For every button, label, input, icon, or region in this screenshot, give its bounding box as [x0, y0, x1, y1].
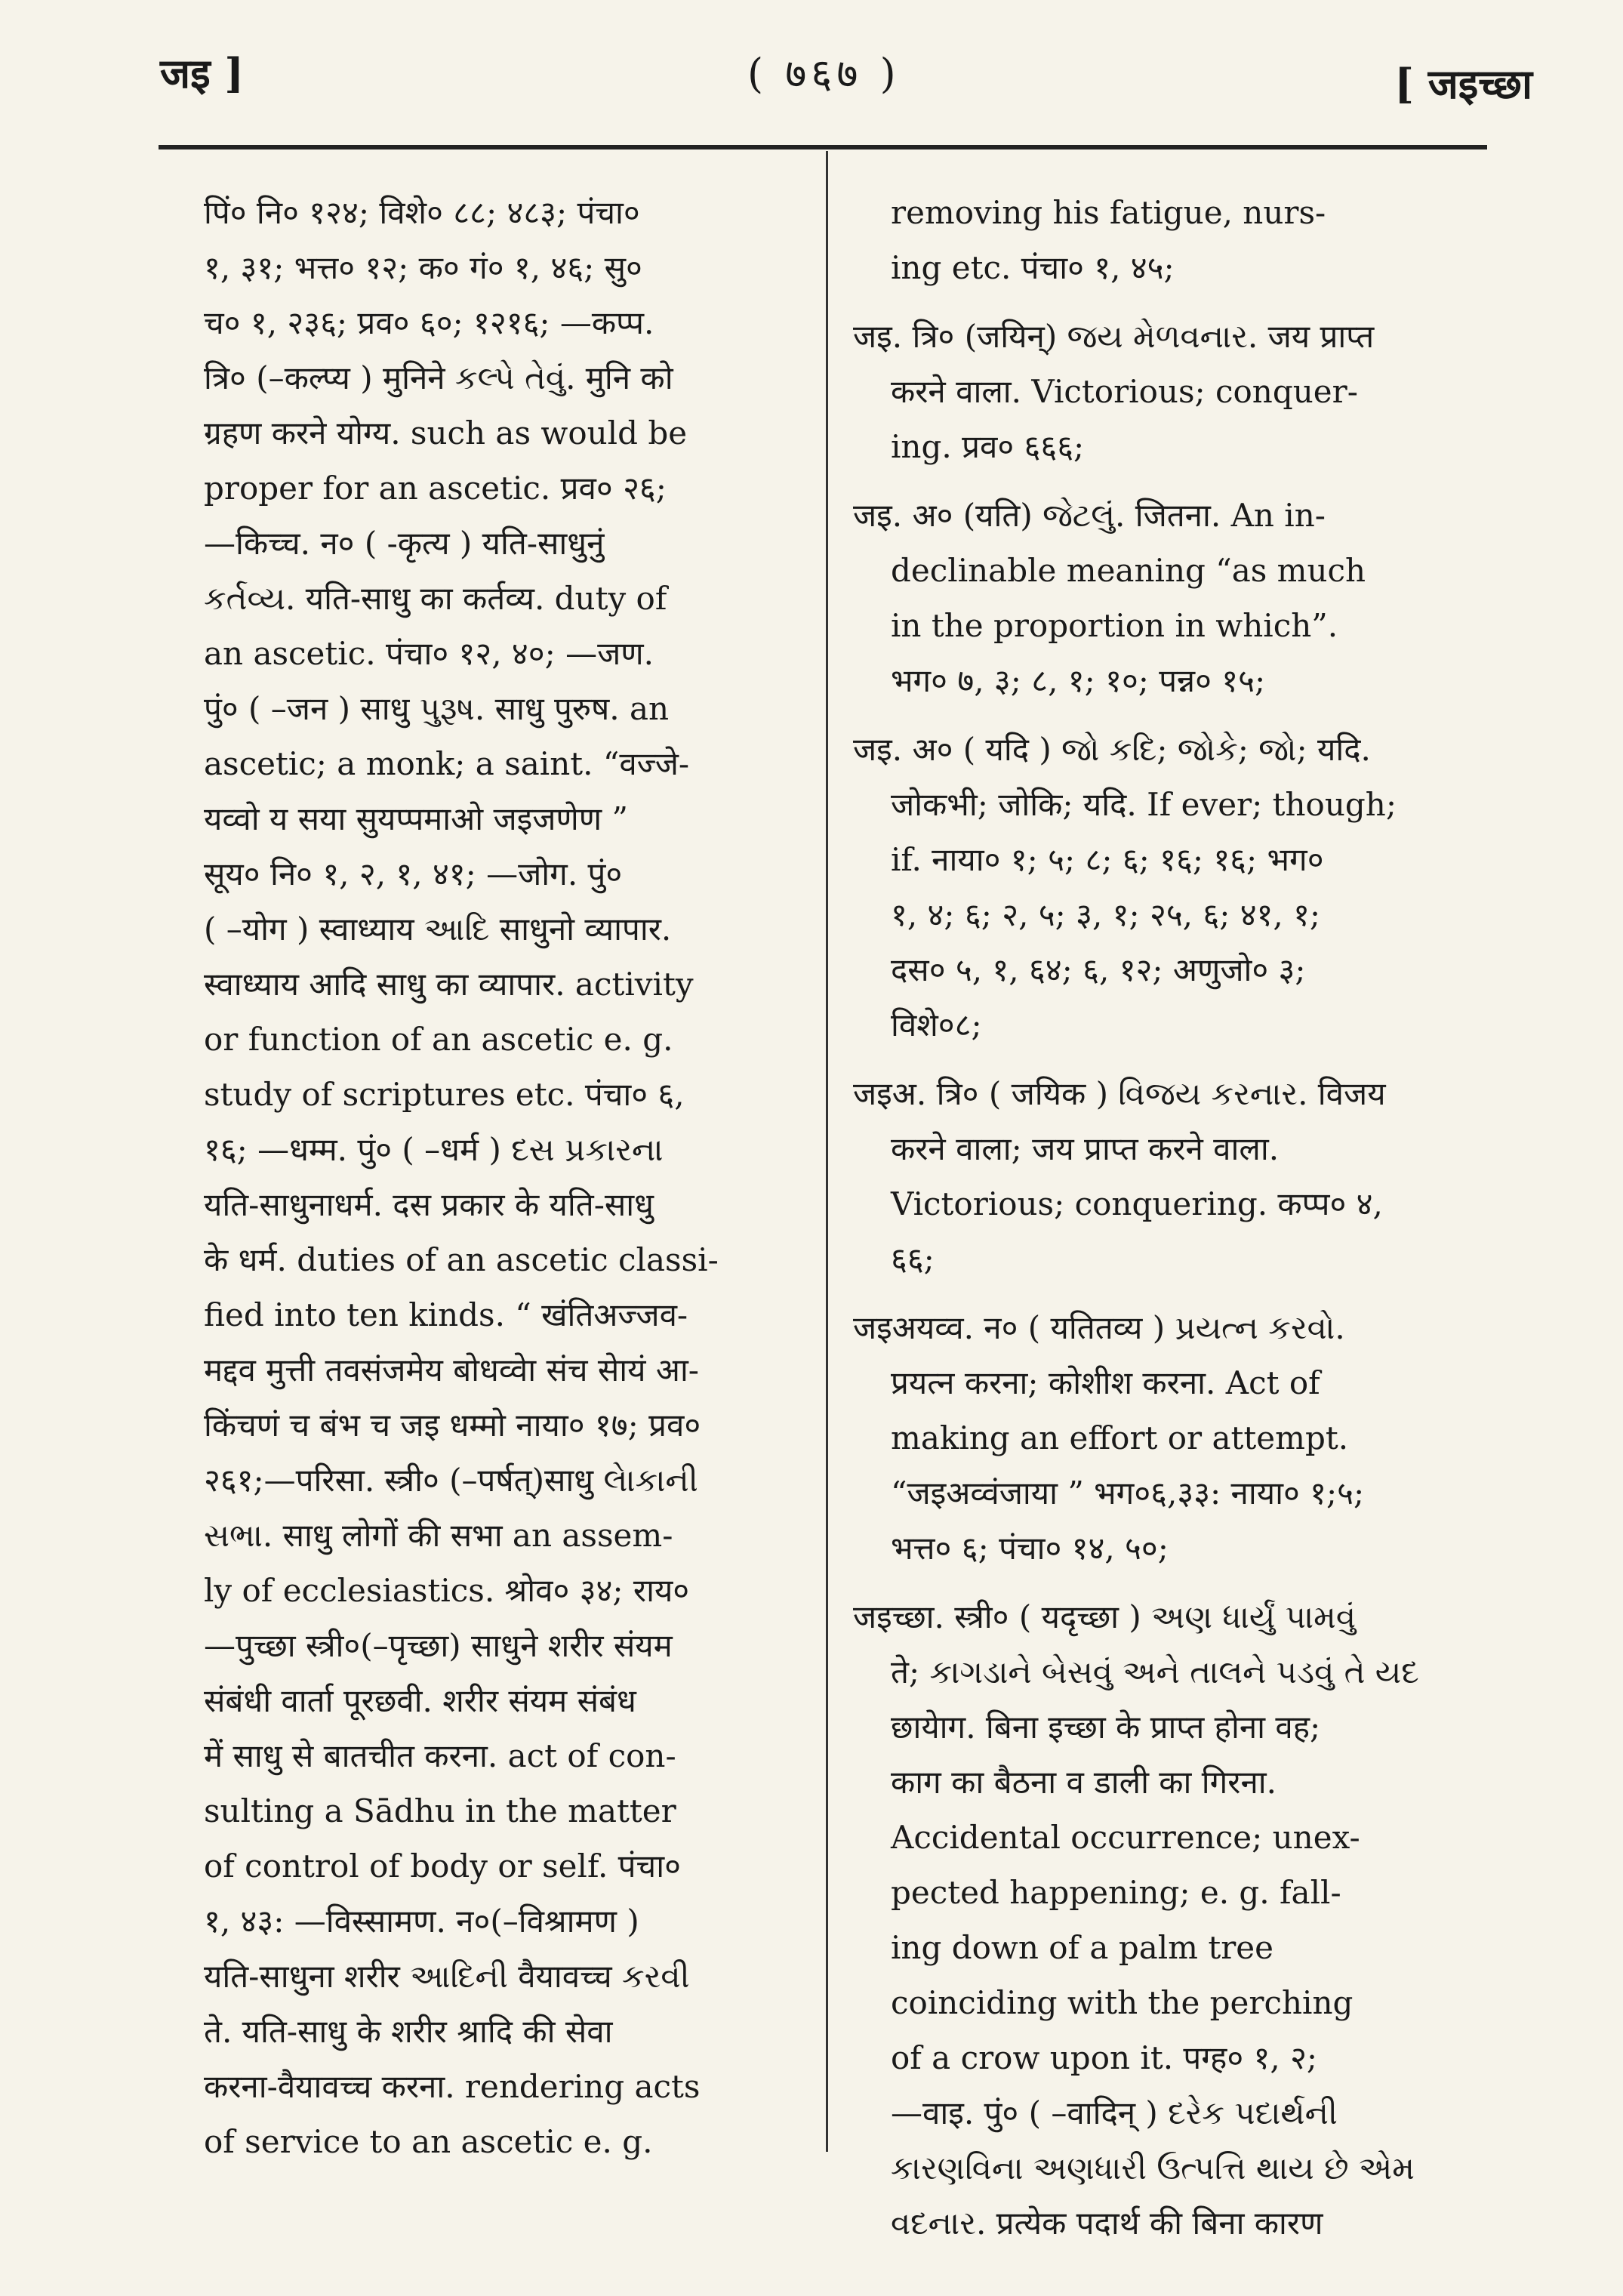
text-line: किंचणं च बंभ च जइ धम्मो नाया० १७; प्रव० [204, 1407, 701, 1444]
text-line: संबंधी वार्ता पूरछवी. शरीर संयम संबंध [204, 1682, 636, 1719]
text-line: sulting a Sādhu in the matter [204, 1792, 676, 1829]
text-line: Accidental occurrence; unex- [891, 1819, 1360, 1856]
right-column [853, 185, 1472, 2251]
text-line: जोकभी; जोकि; यदि. If ever; though; [891, 786, 1397, 823]
text-line: प्रयत्न करना; कोशीश करना. Act of [891, 1364, 1320, 1401]
header-left-guideword: जइ ] [160, 49, 244, 97]
text-line: proper for an ascetic. प्रव० २६; [204, 470, 667, 507]
text-line: पुं० ( –जन ) साधु પુરૂષ. साधु पुरुष. an [204, 690, 670, 727]
text-line: of a crow upon it. पग्ह० १, २; [891, 2039, 1318, 2076]
text-line: ( –योग ) स्वाध्याय આદિ साधुनो व्यापार. [204, 911, 672, 948]
text-line: में साधु से बातचीत करना. act of con- [204, 1737, 676, 1774]
text-line: यति-साधुनाधर्म. दस प्रकार के यति-साधु [204, 1186, 654, 1223]
text-line: of control of body or self. पंचा० [204, 1848, 681, 1885]
column-divider [826, 151, 828, 2152]
text-line: —वाइ. पुं० ( –वादिन् ) દરેક પદાર્થની [891, 2094, 1338, 2131]
text-line: an ascetic. पंचा० १२, ४०; —जण. [204, 635, 654, 672]
text-line: २६१;—परिसा. स्त्री० (–पर्षत्)साधु લેાકાની [204, 1462, 698, 1499]
text-line: जइच्छा. स्त्री० ( यदृच्छा ) અણ ધાર્યું પામવું [853, 1598, 1357, 1635]
text-line: વદનાર. प्रत्येक पदार्थ की बिना कारण [891, 2205, 1323, 2242]
text-line: ते. यति-साधु के शरीर श्रादि की सेवा [204, 2013, 613, 2050]
text-line: करने वाला; जय प्राप्त करने वाला. [891, 1130, 1280, 1167]
page-number: ( ७६७ ) [747, 50, 901, 97]
text-line: fied into ten kinds. “ खंतिअज्जव- [204, 1296, 688, 1333]
text-line: Victorious; conquering. कप्प० ४, [891, 1185, 1383, 1222]
text-line: ly of ecclesiastics. श्रोव० ३४; राय० [204, 1572, 690, 1609]
text-line: त्रि० (–कल्प्य ) मुनिने કલ્પે તેવું. मुनि को [204, 359, 673, 396]
text-line: करना-वैयावच्च करना. rendering acts [204, 2068, 701, 2105]
text-line: —किच्च. न० ( -कृत्य ) यति-साधुनुं [204, 525, 605, 562]
text-line: ग्रहण करने योग्य. such as would be [204, 415, 688, 451]
text-line: ing. प्रव० ६६६; [891, 428, 1085, 465]
text-line: जइ. अ० (यति) જેટલું. जितना. An in- [853, 497, 1326, 534]
text-line: —पुच्छा स्त्री०(–पृच्छा) साधुने शरीर संयम [204, 1627, 673, 1664]
text-line: जइ. त्रि० (जयिन्) જય મેળવનાર. जय प्राप्त [853, 318, 1375, 355]
text-line: स्वाध्याय आदि साधु का व्यापार. activity [204, 966, 694, 1003]
text-line: in the proportion in which”. [891, 607, 1338, 644]
text-line: भत्त० ६; पंचा० १४, ५०; [891, 1530, 1169, 1567]
text-line: जइअयव्व. न० ( यतितव्य ) પ્રયત્ન કરવો. [853, 1309, 1345, 1346]
text-line: ing etc. पंचा० १, ४५; [891, 249, 1175, 286]
text-line: ascetic; a monk; a saint. “वज्जे- [204, 745, 690, 782]
text-line: १, ४; ६; २, ५; ३, १; २५, ६; ४१, १; [891, 896, 1321, 933]
text-line: making an effort or attempt. [891, 1419, 1349, 1456]
text-line: काग का बैठना व डाली का गिरना. [891, 1764, 1277, 1801]
header-rule [159, 145, 1487, 149]
text-line: declinable meaning “as much [891, 552, 1366, 589]
text-line: यव्वो य सया सुयप्पमाओ जइजणेण ” [204, 800, 628, 837]
text-line: दस० ५, १, ६४; ६, १२; अणुजो० ३; [891, 951, 1306, 988]
text-line: removing his fatigue, nurs- [891, 194, 1326, 231]
left-column [204, 185, 793, 2169]
text-line: १, ४३: —विस्सामण. न०(–विश्रामण ) [204, 1903, 639, 1940]
text-line: “जइअव्वंजाया ” भग०६,३३: नाया० १;५; [891, 1475, 1365, 1512]
text-line: ६६; [891, 1240, 935, 1277]
text-line: पिं० नि० १२४; विशे० ८८; ४८३; पंचा० [204, 194, 640, 231]
text-line: ing down of a palm tree [891, 1929, 1274, 1966]
text-line: ते; કાગડાને બેસવું અને તાલને પડવું તે યદ [891, 1653, 1419, 1690]
text-line: यति-साधुना शरीर આદિની वैयावच्च કરવી [204, 1958, 690, 1995]
text-line: के धर्म. duties of an ascetic classi- [204, 1241, 719, 1278]
text-line: if. नाया० १; ५; ८; ६; १६; १६; भग० [891, 841, 1324, 878]
text-line: मद्दव मुत्ती तवसंजमेय बोधव्वेा संच सेायं आ- [204, 1351, 699, 1388]
text-line: १६; —धम्म. पुं० ( –धर्म ) દસ પ્રકારના [204, 1131, 664, 1168]
text-line: study of scriptures etc. पंचा० ६, [204, 1076, 685, 1113]
text-line: भग० ७, ३; ८, १; १०; पन्न० १५; [891, 662, 1266, 699]
text-line: १, ३१; भत्त० १२; क० गं० १, ४६; सु० [204, 249, 642, 286]
text-line: of service to an ascetic e. g. [204, 2123, 653, 2160]
text-line: or function of an ascetic e. g. [204, 1021, 673, 1058]
text-line: जइअ. त्रि० ( जयिक ) વિજય કરનાર. विजय [853, 1075, 1386, 1112]
text-line: coinciding with the perching [891, 1984, 1354, 2021]
text-line: કર્તવ્ય. यति-साधु का कर्तव्य. duty of [204, 580, 667, 617]
header-right-guideword: [ जइच्छा [1394, 60, 1532, 108]
text-line: जइ. अ० ( यदि ) જો કદિ; જોકે; જો; यदि. [853, 731, 1371, 768]
text-line: विशे०८; [891, 1006, 982, 1043]
text-line: सूय० नि० १, २, १, ४१; —जोग. पुं० [204, 855, 623, 892]
text-line: pected happening; e. g. fall- [891, 1874, 1341, 1911]
text-line: करने वाला. Victorious; conquer- [891, 373, 1358, 410]
page-header [0, 0, 1623, 151]
text-line: छायेाग. बिना इच्छा के प्राप्त होना वह; [891, 1709, 1321, 1746]
text-line: કારણવિના અણધારી ઉત્પત્તિ થાય છે એમ [891, 2150, 1415, 2187]
text-line: સભા. साधु लोगों की सभा an assem- [204, 1517, 673, 1554]
text-line: च० १, २३६; प्रव० ६०; १२१६; —कप्प. [204, 304, 654, 341]
